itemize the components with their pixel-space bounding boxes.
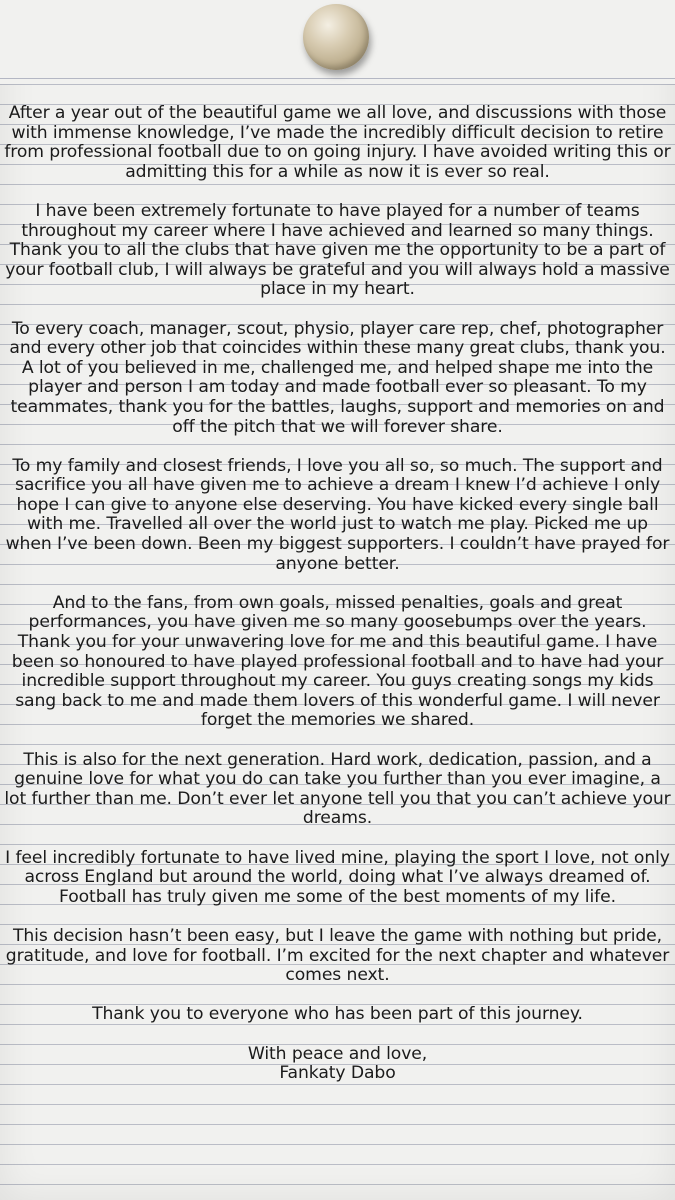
paragraph-9: Thank you to everyone who has been part of this journey. xyxy=(92,1004,583,1025)
paragraph-7: I feel incredibly fortunate to have lived mine, playing the sport I love, not only across England but around the world, doing what I’ve always dreamed of. Football has truly given me some of the best moments of my life. xyxy=(5,847,670,907)
paragraph-4: To my family and closest friends, I love you all so, so much. The support and sacrifice you all have given me to achieve a dream I knew I’d achieve I only hope I can give to anyone else deserving. You have kicked every single ball with me. Travelled all over the world just to watch me play. Picked me up when I’ve been down. Been my biggest supporters. I couldn’t have prayed for anyone better. xyxy=(5,455,670,574)
top-rule xyxy=(0,78,675,79)
paragraph-3: To every coach, manager, scout, physio, player care rep, chef, photographer and every other job that coincides within these many great clubs, thank you. A lot of you believed in me, challenged me, and helped shape me into the player and person I am today and made football ever so pleasant. To my teammates, thank you for the battles, laughs, support and memories on and off the pitch that we will forever share. xyxy=(9,318,666,437)
retirement-letter xyxy=(0,104,675,1103)
pushpin-icon xyxy=(303,4,369,70)
paragraph-1: After a year out of the beautiful game we all love, and discussions with those with immense knowledge, I’ve made the incredibly difficult decision to retire from professional football due to on going injury. I have avoided writing this or admitting this for a while as now it is ever so real. xyxy=(4,103,671,182)
sign-off xyxy=(0,1045,675,1084)
paragraph-8: This decision hasn’t been easy, but I leave the game with nothing but pride, gratitude, and love for football. I’m excited for the next chapter and whatever comes next. xyxy=(5,925,670,986)
signature: Fankaty Dabo xyxy=(279,1063,396,1084)
paragraph-2: I have been extremely fortunate to have played for a number of teams throughout my career where I have achieved and learned so many things. Thank you to all the clubs that have given me the opportunity to be a part of your football club, I will always be grateful and you will always hold a massive place in my heart. xyxy=(5,200,670,300)
paragraph-5: And to the fans, from own goals, missed penalties, goals and great performances, you have given me so many goosebumps over the years. Thank you for your unwavering love for me and this beautiful game. I have been so honoured to have played professional football and to have had your incredible support throughout my career. You guys creating songs my kids sang back to me and made them lovers of this wonderful game. I will never forget the memories we shared. xyxy=(11,592,664,731)
paragraph-6: This is also for the next generation. Hard work, dedication, passion, and a genuine love for what you do can take you further than you ever imagine, a lot further than me. Don’t ever let anyone tell you that you can’t achieve your dreams. xyxy=(4,749,671,829)
closing: With peace and love, xyxy=(247,1043,428,1064)
